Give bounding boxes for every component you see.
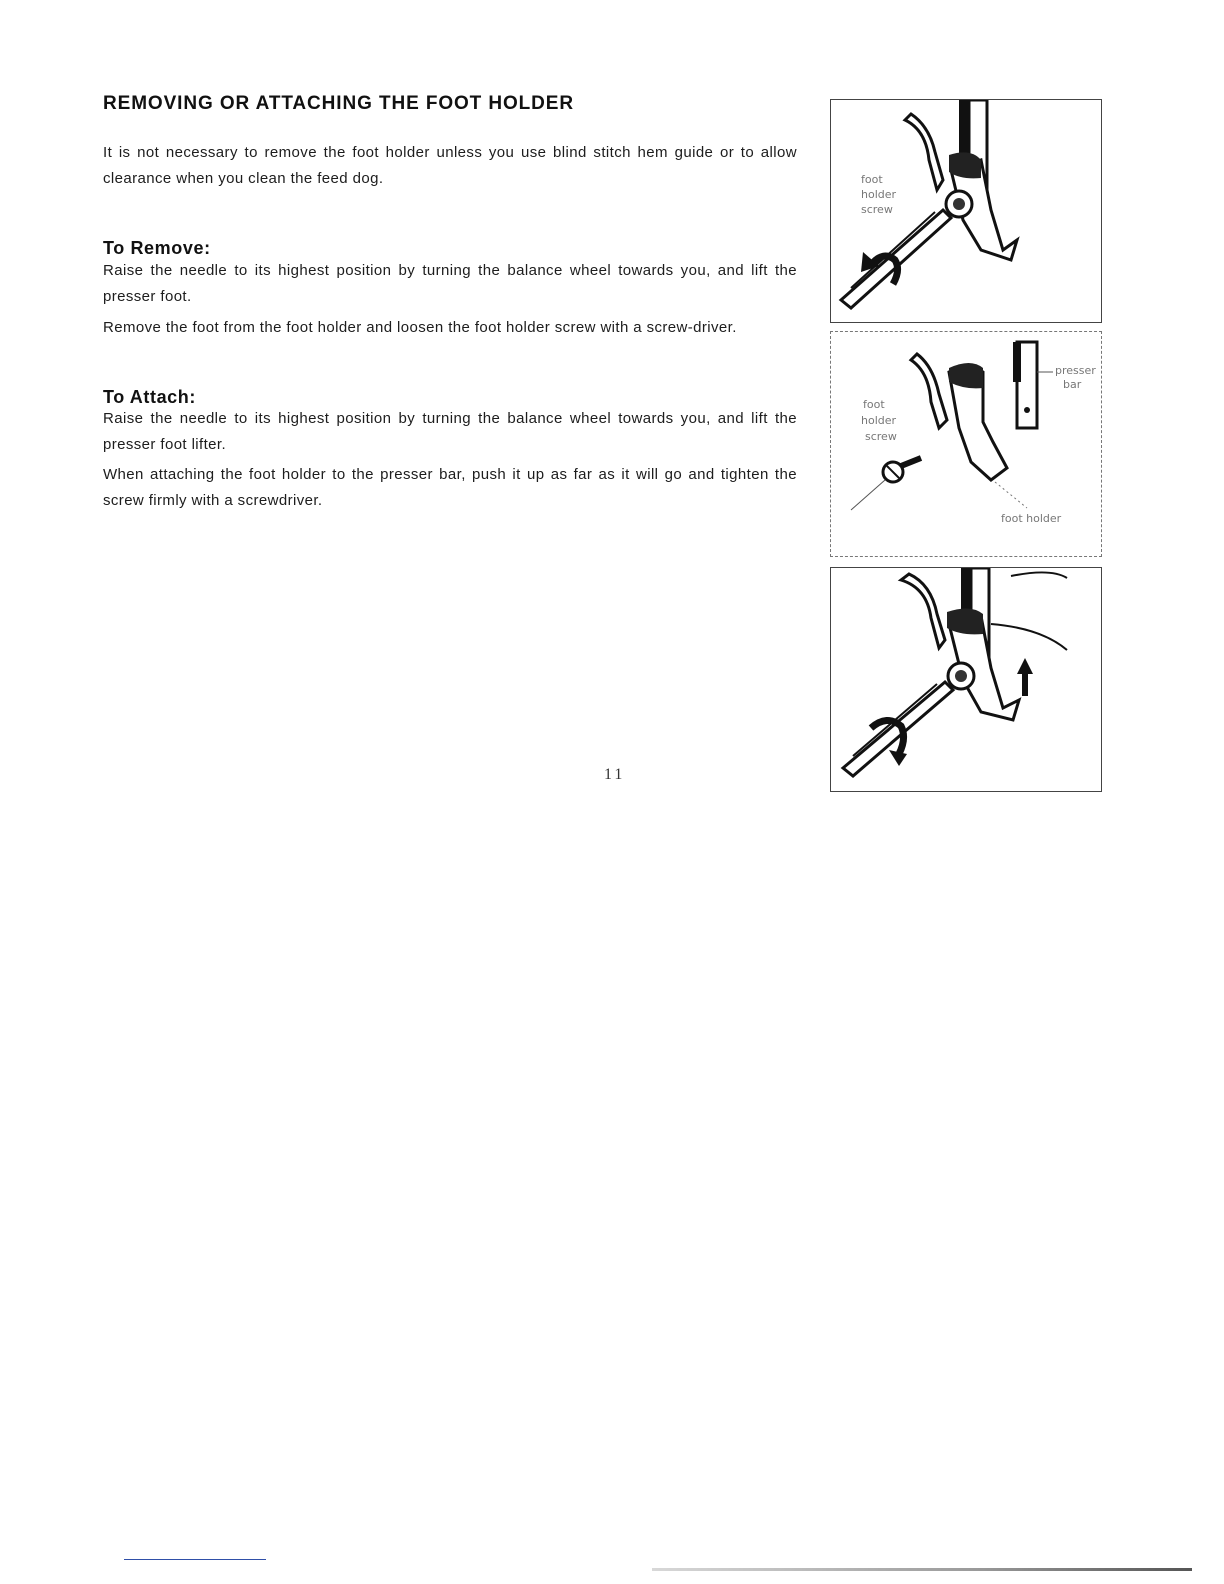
remove-step-1: Raise the needle to its highest position by turning the balance wheel towards you, and lift the presser foot. bbox=[103, 262, 797, 305]
figure-remove-screw bbox=[830, 99, 1102, 323]
parts-illustration bbox=[831, 332, 1101, 556]
attach-step-2: When attaching the foot holder to the presser bar, push it up as far as it will go and tighten the screw firmly with a screwdriver. bbox=[103, 466, 797, 509]
fig2-screw-label-line-3: screw bbox=[865, 430, 897, 443]
section-title: REMOVING OR ATTACHING THE FOOT HOLDER bbox=[103, 93, 574, 114]
remove-step-2: Remove the foot from the foot holder and loosen the foot holder screw with a screw-driver. bbox=[103, 319, 737, 336]
figure-parts-labelled bbox=[830, 331, 1102, 557]
fig2-bar-label-line-1: presser bbox=[1055, 364, 1096, 377]
fig2-screw-label-line-2: holder bbox=[861, 414, 897, 427]
fig1-label-line-2: holder bbox=[861, 188, 897, 201]
fig2-holder-label: foot holder bbox=[1001, 512, 1062, 525]
fig2-screw-label-line-1: foot bbox=[863, 398, 885, 411]
page-number: 11 bbox=[604, 766, 626, 783]
footer-rule-right bbox=[652, 1568, 1192, 1571]
attach-illustration bbox=[831, 568, 1101, 791]
remove-screw-illustration bbox=[831, 100, 1101, 322]
fig1-label-line-1: foot bbox=[861, 173, 883, 186]
fig1-label-line-3: screw bbox=[861, 203, 893, 216]
fig2-bar-label-line-2: bar bbox=[1063, 378, 1082, 391]
intro-paragraph: It is not necessary to remove the foot holder unless you use blind stitch hem guide or to allow clearance when you clean the feed dog. bbox=[103, 144, 797, 187]
footer-rule-left bbox=[124, 1559, 266, 1560]
attach-heading: To Attach: bbox=[103, 387, 196, 407]
remove-heading: To Remove: bbox=[103, 238, 211, 258]
figure-attach-tighten bbox=[830, 567, 1102, 792]
attach-step-1: Raise the needle to its highest position by turning the balance wheel towards you, and lift the presser foot lifter. bbox=[103, 410, 797, 453]
